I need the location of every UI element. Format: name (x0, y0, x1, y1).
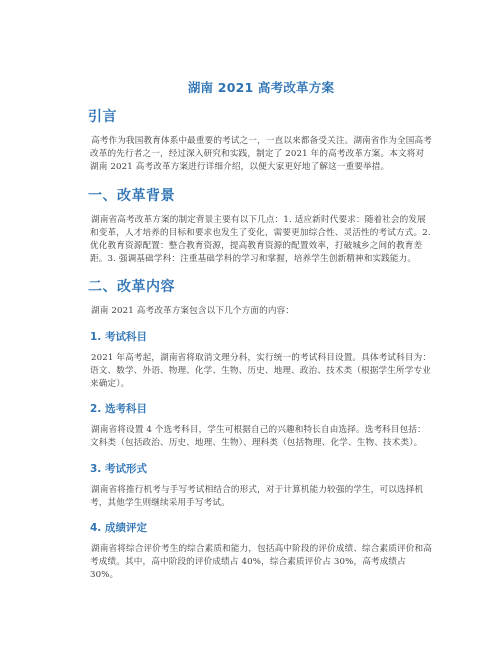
document-title: 湖南 2021 高考改革方案 (187, 80, 335, 95)
subheading-elective-subjects: 2. 选考科目 (90, 403, 147, 416)
section-heading-background: 一、改革背景 (88, 187, 175, 204)
paragraph-intro: 高考作为我国教育体系中最重要的考试之一，一直以来都备受关注。湖南省作为全国高考改革的先行者之一，经过深入研究和实践，制定了 2021 年的高考改革方案。本文将对湖南 2021 高考改革方案进行详细介绍，以便大家更好地了解这一重要举措。 (90, 136, 433, 173)
section-heading-content: 二、改革内容 (88, 279, 175, 296)
subheading-grading: 4. 成绩评定 (90, 522, 147, 535)
paragraph-elective-subjects: 湖南省将设置 4 个选考科目，学生可根据自己的兴趣和特长自由选择。选考科目包括：文科类（包括政治、历史、地理、生物）、理科类（包括物理、化学、生物、技术类）。 (90, 425, 426, 449)
paragraph-grading: 湖南省将综合评价考生的综合素质和能力，包括高中阶段的评价成绩、综合素质评价和高考成绩。其中，高中阶段的评价成绩占 40%，综合素质评价占 30%，高考成绩占 30%。 (90, 544, 433, 581)
subheading-exam-format: 3. 考试形式 (90, 462, 147, 475)
paragraph-exam-format: 湖南省将推行机考与手写考试相结合的形式，对于计算机能力较强的学生，可以选择机考，其他学生则继续采用手写考试。 (90, 484, 424, 508)
paragraph-background: 湖南省高考改革方案的制定背景主要有以下几点：1. 适应新时代要求：随着社会的发展和变革，人才培养的目标和要求也发生了变化，需要更加综合性、灵活性的考试方式。2. 优化教育资源配置：整合教育资源，提高教育资源的配置效率，打破城乡之间的教育差距。3. 强调基础学科：注重基础学科的学习和掌握，培养学生创新精神和实践能力。 (90, 214, 431, 265)
subheading-exam-subjects: 1. 考试科目 (90, 330, 147, 343)
section-heading-intro: 引言 (88, 109, 117, 125)
paragraph-content-intro: 湖南 2021 高考改革方案包含以下几个方面的内容： (91, 306, 295, 317)
paragraph-exam-subjects: 2021 年高考起，湖南省将取消文理分科，实行统一的考试科目设置。具体考试科目为：语文、数学、外语、物理、化学、生物、历史、地理、政治、技术类（根据学生所学专业来确定）。 (90, 352, 432, 390)
